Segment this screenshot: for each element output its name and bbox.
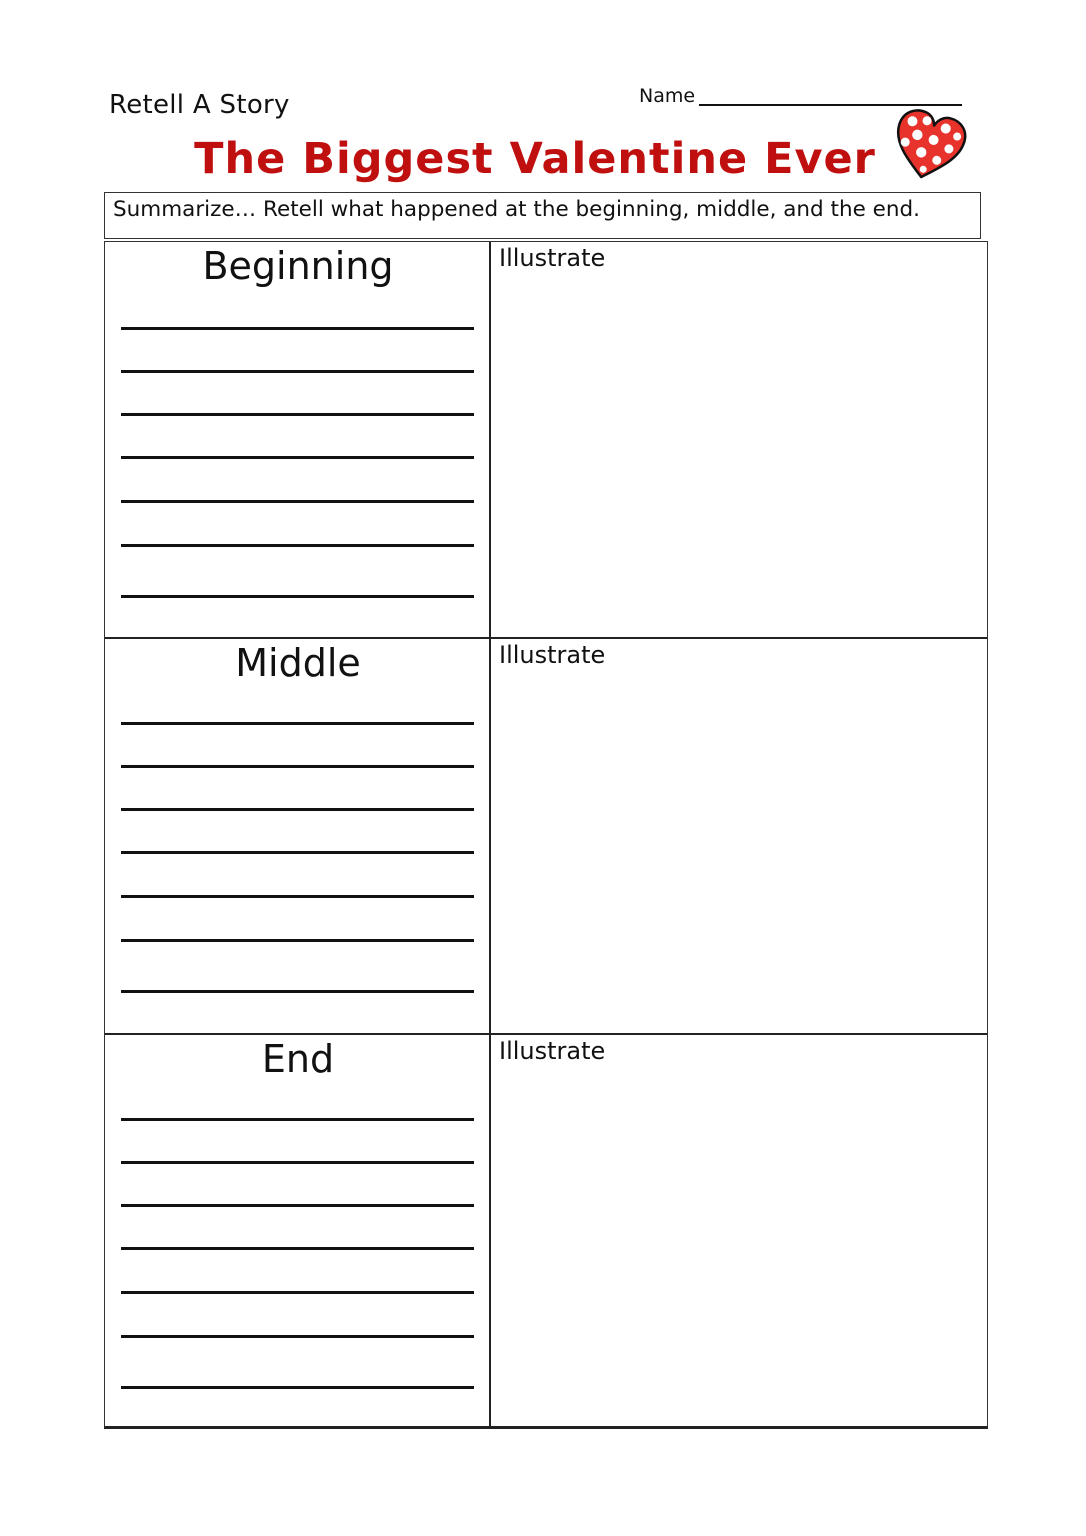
writing-line[interactable] [121,544,474,547]
writing-line[interactable] [121,939,474,942]
illustrate-label: Illustrate [499,641,606,669]
section-beginning [105,242,987,638]
section-label-beginning: Beginning [202,244,394,288]
writing-area-beginning [105,242,491,638]
writing-line[interactable] [121,1118,474,1121]
writing-area-end [105,1035,491,1429]
section-middle [105,637,987,1033]
illustrate-area-middle[interactable] [491,639,987,1033]
writing-line[interactable] [121,1247,474,1250]
writing-line[interactable] [121,595,474,598]
writing-line[interactable] [121,851,474,854]
worksheet-subtitle: Retell A Story [109,90,290,120]
writing-line[interactable] [121,808,474,811]
writing-line[interactable] [121,413,474,416]
writing-line[interactable] [121,722,474,725]
writing-line[interactable] [121,1204,474,1207]
writing-line[interactable] [121,895,474,898]
writing-line[interactable] [121,765,474,768]
writing-line[interactable] [121,1161,474,1164]
illustrate-label: Illustrate [499,1037,606,1065]
illustrate-area-end[interactable] [491,1035,987,1429]
illustrate-area-beginning[interactable] [491,242,987,638]
writing-line[interactable] [121,1335,474,1338]
writing-line[interactable] [121,327,474,330]
writing-line[interactable] [121,370,474,373]
story-grid [104,241,988,1429]
name-label: Name [639,85,696,107]
writing-line[interactable] [121,990,474,993]
writing-line[interactable] [121,1291,474,1294]
writing-area-middle [105,639,491,1033]
section-label-middle: Middle [235,641,361,685]
worksheet-title: The Biggest Valentine Ever [194,134,876,184]
instructions-text: Summarize… Retell what happened at the beginning, middle, and the end. [113,197,920,222]
instructions-box [104,192,981,239]
polka-dot-heart-icon [890,108,968,184]
section-label-end: End [261,1037,335,1081]
writing-line[interactable] [121,1386,474,1389]
writing-line[interactable] [121,500,474,503]
name-input-line[interactable] [699,104,962,106]
writing-line[interactable] [121,456,474,459]
section-end [105,1033,987,1429]
illustrate-label: Illustrate [499,244,606,272]
